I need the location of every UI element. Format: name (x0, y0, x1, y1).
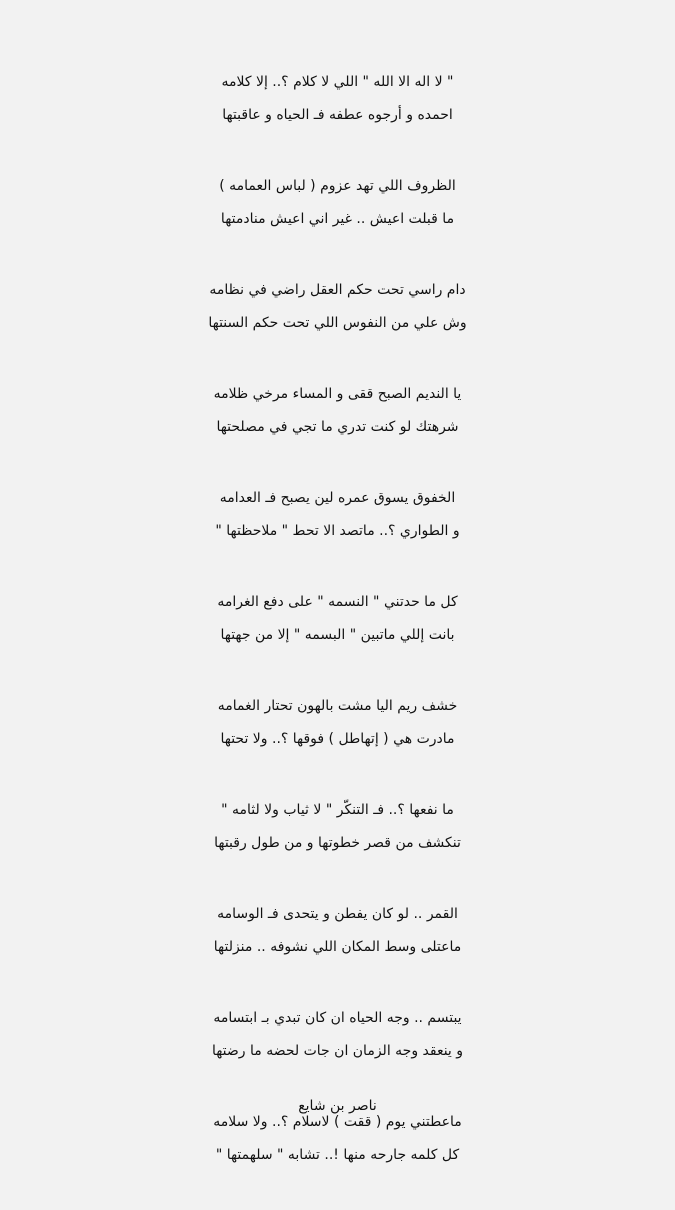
poem-line: وش علي من النفوس اللي تحت حكم السنتها (208, 315, 467, 331)
poem-line: ماعتلى وسط المكان اللي نشوفه .. منزلتها (213, 939, 462, 955)
stanza-5 (0, 482, 675, 548)
stanza-3 (0, 274, 675, 340)
poem-line: احمده و أرجوه عطفه فـ الحياه و عاقبتها (222, 107, 453, 123)
poem-line: شرهتك لو كنت تدري ما تجي في مصلحتها (216, 419, 459, 435)
poem-line: ماعطتني يوم ( ققت ) لاسلام ؟.. ولا سلامه (213, 1114, 462, 1130)
stanza-7 (0, 690, 675, 756)
poet-signature: ناصر بن شايع (298, 1098, 377, 1114)
poem-line: و ينعقد وجه الزمان ان جات لحضه ما رضتها (211, 1043, 464, 1059)
stanza-2 (0, 170, 675, 236)
poem-line: دام راسي تحت حكم العقل راضي في نظامه (209, 282, 466, 298)
stanza-8 (0, 794, 675, 860)
poem-line: الظروف اللي تهد عزوم ( لباس العمامه ) (219, 178, 456, 194)
poem-line: " لا اله الا الله " اللي لا كلام ؟.. إلا كلامه (221, 74, 454, 90)
poem-line: يا النديم الصبح ققى و المساء مرخي ظلامه (213, 386, 462, 402)
poem-line: بانت إللي ماتبين " البسمه " إلا من جهتها (220, 627, 455, 643)
poem-line: كل ما حدتني " النسمه " على دفع الغرامه (217, 594, 458, 610)
poem-line: القمر .. لو كان يفطن و يتحدى فـ الوسامه (217, 906, 458, 922)
poem-line: ما قبلت اعيش .. غير اني اعيش منادمتها (220, 211, 455, 227)
stanza-10 (0, 1002, 675, 1068)
poem-line: ما نفعها ؟.. فـ التنكّر " لا ثياب ولا لثامه " (221, 802, 454, 818)
poem-line: الخفوق يسوق عمره لين يصبح فـ العدامه (219, 490, 456, 506)
poem-body (0, 66, 675, 1210)
stanza-9 (0, 898, 675, 964)
poem-line: يبتسم .. وجه الحياه ان كان تبدي بـ ابتسامه (213, 1010, 462, 1026)
stanza-4 (0, 378, 675, 444)
poem-line: تنكشف من قصر خطوتها و من طول رقبتها (214, 835, 461, 851)
poem-line: خشف ريم اليا مشت بالهون تحتار الغمامه (217, 698, 458, 714)
poem-line: مادرت هي ( إتهاطل ) فوقها ؟.. ولا تحتها (220, 731, 455, 747)
stanza-6 (0, 586, 675, 652)
poem-line: و الطواري ؟.. ماتصد الا تحط " ملاحظتها " (215, 523, 460, 539)
stanza-1 (0, 66, 675, 132)
poem-line: كل كلمه جارحه منها !.. تشابه " سلهمتها " (215, 1147, 460, 1163)
